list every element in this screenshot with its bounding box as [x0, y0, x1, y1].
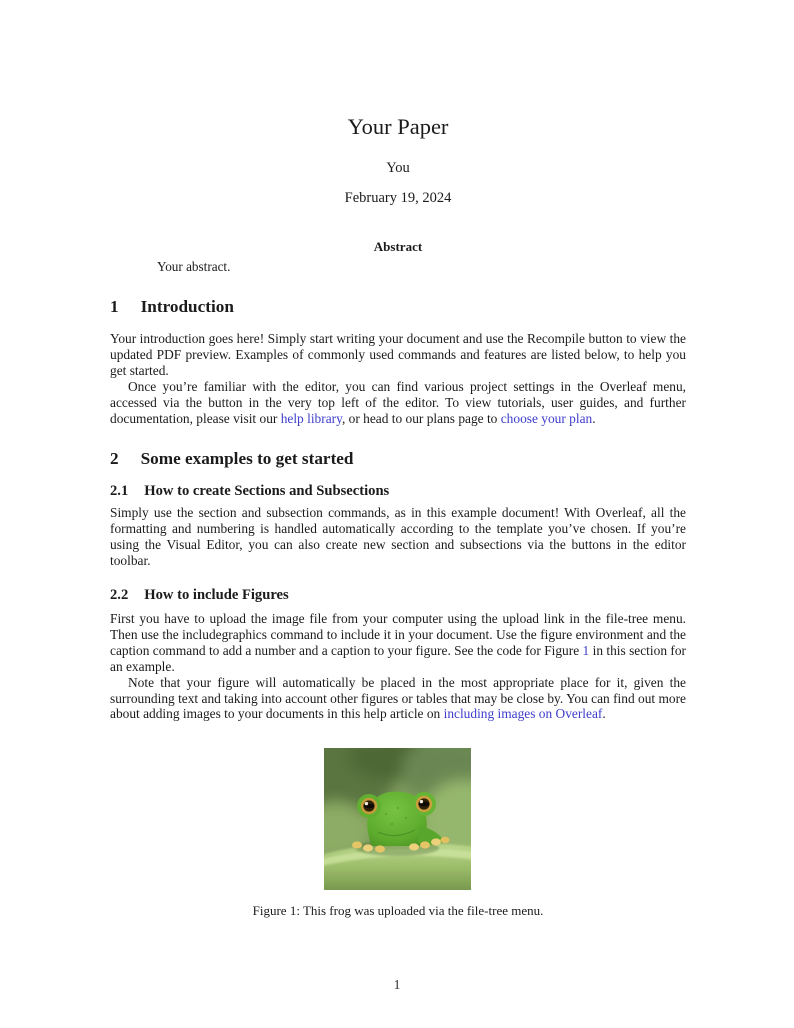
subsection-2-1-number: 2.1	[110, 483, 129, 499]
help-library-link[interactable]: help library	[280, 410, 342, 426]
figures-paragraph-2: Note that your figure will automatically be placed in the most appropriate place for it, given the surrounding text and taking into account other figures or tables that may be close by. You can find out more about adding images to your documents in this help article on including images on Overleaf.	[110, 674, 686, 722]
figure-1-reference-link[interactable]: 1	[582, 642, 590, 658]
subsection-2-1-body	[110, 505, 686, 569]
paper-author: You	[386, 160, 410, 176]
intro-paragraph-1: Your introduction goes here! Simply start writing your document and use the Recompile button to view the updated PDF preview. Examples of commonly used commands and features are listed below, to help you get started.	[110, 331, 686, 378]
frog-image	[324, 748, 471, 890]
subsection-2-2-title: How to include Figures	[144, 587, 289, 603]
including-images-link[interactable]: including images on Overleaf	[443, 706, 603, 722]
intro-paragraph-2: Once you’re familiar with the editor, you can find various project settings in the Overleaf menu, accessed via the button in the very top left of the editor. To view tutorials, user guides, and further documentation, please visit our help library, or head to our plans page to choose your plan.	[110, 378, 686, 426]
section-1-number: 1	[110, 297, 119, 316]
subsection-2-2-heading	[110, 587, 686, 604]
subsection-2-1-heading	[110, 483, 686, 500]
section-1-heading	[110, 297, 686, 317]
section-1-title: Introduction	[140, 297, 234, 316]
page-number: 1	[393, 977, 401, 992]
sections-paragraph: Simply use the section and subsection commands, as in this example document! With Overleaf, all the formatting and numbering is handled automatically according to the template you’ve chosen. If you’re using the Visual Editor, you can also create new section and subsections via the buttons in the editor toolbar.	[110, 505, 686, 568]
choose-your-plan-link[interactable]: choose your plan	[500, 410, 593, 426]
section-1-body	[110, 331, 686, 426]
subsection-2-2-body	[110, 611, 686, 722]
figures-paragraph-1: First you have to upload the image file from your computer using the upload link in the file-tree menu. Then use the includegraphics command to include it in your document. Use the figure environment and the caption command to add a number and a caption to your figure. See the code for Figure 1 in this section for an example.	[110, 611, 686, 674]
section-2-number: 2	[110, 449, 119, 468]
subsection-2-1-title: How to create Sections and Subsections	[144, 483, 390, 499]
figure-caption: Figure 1: This frog was uploaded via the file-tree menu.	[252, 903, 544, 918]
abstract-heading: Abstract	[373, 239, 423, 254]
abstract-body: Your abstract.	[157, 259, 231, 274]
section-2-title: Some examples to get started	[140, 449, 354, 468]
paper-title: Your Paper	[347, 114, 449, 139]
paper-date: February 19, 2024	[344, 190, 452, 206]
subsection-2-2-number: 2.2	[110, 587, 129, 603]
section-2-heading	[110, 449, 686, 469]
